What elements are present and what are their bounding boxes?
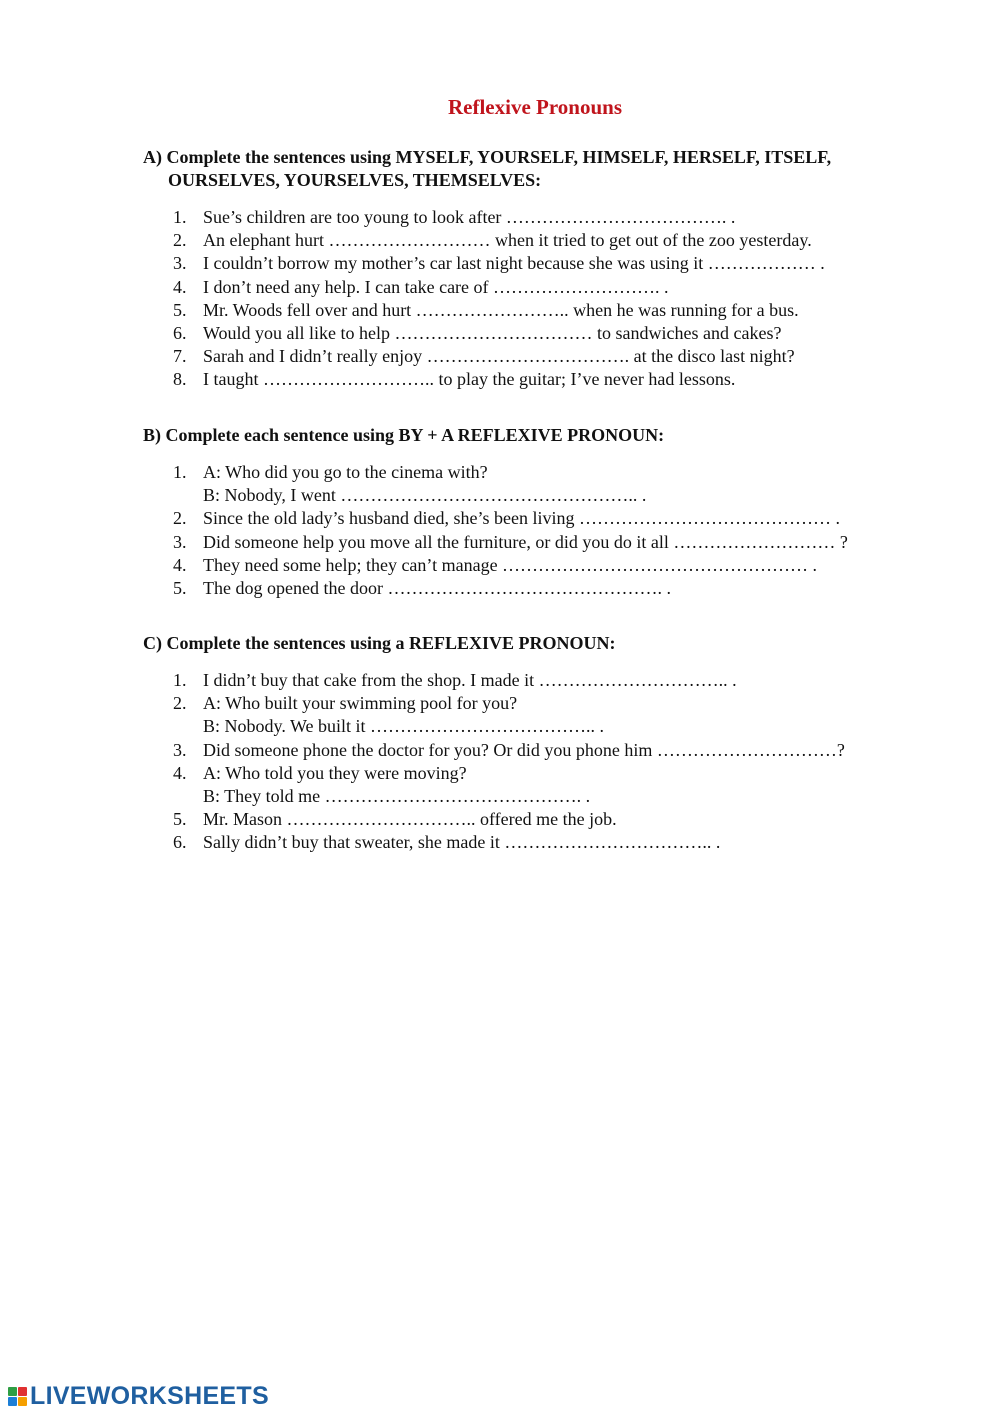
logo-blocks-icon: [8, 1387, 27, 1406]
exercise-item: [143, 554, 943, 577]
item-number: 2.: [173, 693, 187, 714]
item-number: 1.: [173, 670, 187, 690]
section-b-heading: B) Complete each sentence using BY + A REFLEXIVE PRONOUN:: [143, 425, 665, 445]
item-text: I taught ……………………….. to play the guitar; I’ve never had lessons.: [203, 369, 736, 390]
item-number: 4.: [173, 276, 187, 297]
item-number: 3.: [173, 531, 187, 552]
exercise-item: [143, 229, 943, 252]
logo-block: [18, 1397, 27, 1406]
exercise-item: [143, 461, 943, 507]
item-number: 2.: [173, 230, 187, 251]
item-number: 6.: [173, 832, 187, 853]
section-b-list: [143, 461, 943, 600]
item-text: Did someone help you move all the furniture, or did you do it all ……………………… ?: [203, 531, 848, 552]
exercise-item: [143, 299, 943, 322]
item-text: Sarah and I didn’t really enjoy ……………………………. at the disco last night?: [203, 346, 795, 367]
item-number: 1.: [173, 462, 187, 482]
item-text: I didn’t buy that cake from the shop. I made it ………………………….. .: [203, 670, 737, 690]
liveworksheets-logo[interactable]: [8, 1382, 269, 1410]
item-text: B: Nobody, I went ………………………………………….. .: [203, 485, 647, 506]
item-text: Sally didn’t buy that sweater, she made it …………………………….. .: [203, 832, 721, 853]
item-text: The dog opened the door ………………………………………. .: [203, 578, 671, 599]
item-text: An elephant hurt ……………………… when it tried to get out of the zoo yesterday.: [203, 230, 812, 251]
exercise-item: [143, 368, 943, 391]
exercise-item: [143, 692, 943, 738]
exercise-item: [143, 669, 943, 692]
item-number: 3.: [173, 739, 187, 760]
exercise-item: [143, 762, 943, 808]
item-text: Did someone phone the doctor for you? Or did you phone him …………………………?: [203, 739, 845, 760]
item-text: Since the old lady’s husband died, she’s been living …………………………………… .: [203, 508, 840, 529]
item-text: A: Who built your swimming pool for you?: [203, 693, 518, 714]
item-text: Mr. Mason ………………………….. offered me the job.: [203, 809, 617, 830]
item-number: 8.: [173, 369, 187, 390]
item-number: 5.: [173, 299, 187, 320]
item-text: They need some help; they can’t manage …………………………………………… .: [203, 554, 818, 575]
exercise-item: [143, 345, 943, 368]
item-text: Mr. Woods fell over and hurt …………………….. when he was running for a bus.: [203, 299, 799, 320]
item-text: I couldn’t borrow my mother’s car last night because she was using it ……………… .: [203, 253, 825, 274]
item-text: Would you all like to help …………………………… to sandwiches and cakes?: [203, 323, 782, 344]
exercise-item: [143, 507, 943, 530]
exercise-item: [143, 276, 943, 299]
item-text: I don’t need any help. I can take care of ………………………. .: [203, 276, 669, 297]
item-number: 4.: [173, 762, 187, 783]
exercise-item: [143, 577, 943, 600]
page-title: Reflexive Pronouns: [447, 95, 623, 119]
exercise-item: [143, 808, 943, 831]
exercise-item: [143, 531, 943, 554]
logo-block: [8, 1387, 17, 1396]
section-a-heading-line2: OURSELVES, YOURSELVES, THEMSELVES:: [168, 170, 542, 190]
item-text: Sue’s children are too young to look after ………………………………. .: [203, 207, 736, 227]
item-text: A: Who told you they were moving?: [203, 762, 467, 783]
section-a-heading: [143, 146, 943, 192]
section-c-list: [143, 669, 943, 855]
exercise-item: [143, 739, 943, 762]
item-text: B: They told me ……………………………………. .: [203, 786, 591, 807]
exercise-item: [143, 831, 943, 854]
section-a-heading-line1: A) Complete the sentences using MYSELF, YOURSELF, HIMSELF, HERSELF, ITSELF,: [143, 147, 832, 167]
item-number: 7.: [173, 346, 187, 367]
exercise-item: [143, 206, 943, 229]
section-b: [143, 424, 943, 600]
logo-block: [8, 1397, 17, 1406]
item-number: 3.: [173, 253, 187, 274]
logo-block: [18, 1387, 27, 1396]
item-number: 5.: [173, 809, 187, 830]
exercise-item: [143, 322, 943, 345]
section-a: [143, 146, 943, 392]
item-number: 6.: [173, 323, 187, 344]
item-text: A: Who did you go to the cinema with?: [203, 462, 488, 482]
item-number: 1.: [173, 207, 187, 227]
logo-text: LIVEWORKSHEETS: [30, 1381, 269, 1410]
item-number: 4.: [173, 554, 187, 575]
exercise-item: [143, 252, 943, 275]
item-text: B: Nobody. We built it ……………………………….. .: [203, 716, 605, 737]
item-number: 5.: [173, 578, 187, 599]
section-a-list: [143, 206, 943, 392]
item-number: 2.: [173, 508, 187, 529]
section-c: [143, 632, 943, 855]
section-c-heading: C) Complete the sentences using a REFLEXIVE PRONOUN:: [143, 633, 616, 653]
